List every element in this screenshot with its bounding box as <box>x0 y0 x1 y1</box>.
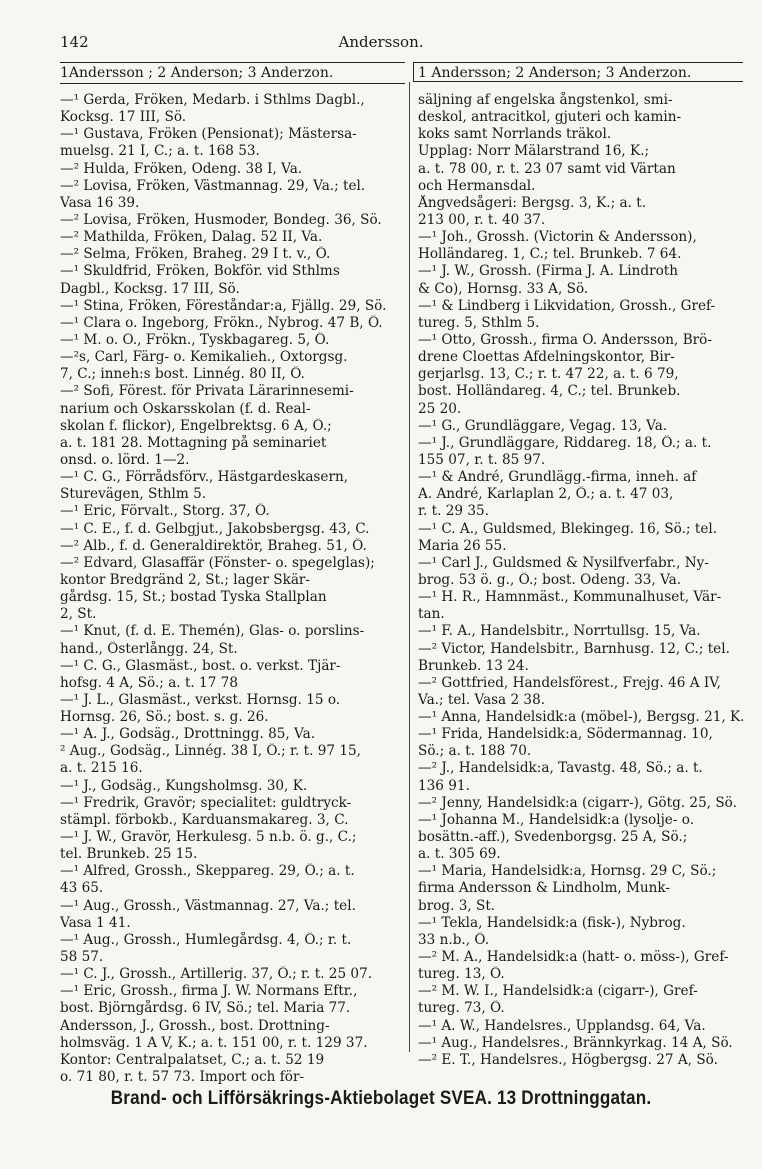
directory-entry-line: tureg. 5, Sthlm 5. <box>418 314 540 331</box>
directory-entry-line: —² Hulda, Fröken, Odeng. 38 I, Va. <box>60 160 303 177</box>
directory-entry-line: —¹ Eric, Grossh., firma J. W. Normans Eftr., <box>60 983 358 1000</box>
directory-entry-line: Ångvedsågeri: Bergsg. 3, K.; a. t. <box>418 194 647 211</box>
directory-entry-line: a. t. 78 00, r. t. 23 07 samt vid Värtan <box>418 160 676 177</box>
footer-advertisement: Brand- och Lifförsäkrings-Aktiebolaget SVEA. 13 Drottninggatan. <box>110 1088 652 1109</box>
directory-entry-line: —² Sofi, Förest. för Privata Lärarinnesemi- <box>60 383 354 400</box>
directory-entry-line: & Co), Hornsg. 33 A, Sö. <box>418 280 589 297</box>
directory-entry-line: Sö.; a. t. 188 70. <box>418 743 532 760</box>
directory-entry-line: —¹ Frida, Handelsidk:a, Södermannag. 10, <box>418 726 713 743</box>
directory-entry-line: —¹ Aug., Handelsres., Brännkyrkag. 14 A, Sö. <box>418 1034 733 1051</box>
directory-entry-line: 2, St. <box>60 606 97 623</box>
directory-entry-line: —¹ Joh., Grossh. (Victorin & Andersson), <box>418 229 697 246</box>
directory-entry-line: —¹ Gerda, Fröken, Medarb. i Sthlms Dagbl., <box>60 92 365 108</box>
directory-entry-line: —² Jenny, Handelsidk:a (cigarr-), Götg. 25, Sö. <box>418 794 737 811</box>
directory-entry-line: stämpl. förbokb., Karduansmakareg. 3, C. <box>60 811 349 828</box>
directory-entry-line: tureg. 13, Ö. <box>418 966 505 983</box>
directory-entry-line: tureg. 73, Ö. <box>418 1000 505 1017</box>
directory-entry-line: Holländareg. 1, C.; tel. Brunkeb. 7 64. <box>418 246 682 263</box>
directory-entry-line: —¹ Tekla, Handelsidk:a (fisk-), Nybrog. <box>418 914 686 931</box>
directory-entry-line: a. t. 215 16. <box>60 760 143 777</box>
directory-entry-line: narium och Oskarsskolan (f. d. Real- <box>60 400 311 417</box>
directory-entry-line: 58 57. <box>60 949 104 966</box>
directory-entry-line: —¹ H. R., Hamnmäst., Kommunalhuset, Vär- <box>418 589 722 606</box>
directory-entry-line: —¹ J. W., Gravör, Herkulesg. 5 n.b. ö. g., C.; <box>60 829 357 846</box>
directory-entry-line: 7, C.; inneh:s bost. Linnég. 80 II, Ö. <box>60 366 305 383</box>
directory-entry-line: holmsväg. 1 A V, K.; a. t. 151 00, r. t. 129 37. <box>60 1034 368 1051</box>
directory-entry-line: —¹ J. W., Grossh. (Firma J. A. Lindroth <box>418 263 678 280</box>
directory-entry-line: Andersson, J., Grossh., bost. Drottning- <box>60 1017 330 1034</box>
directory-entry-line: Kocksg. 17 III, Sö. <box>60 109 187 126</box>
page-title: Andersson. <box>338 33 424 51</box>
directory-entry-line: —² M. A., Handelsidk:a (hatt- o. möss-), Gref- <box>418 949 729 966</box>
directory-entry-line: —² Selma, Fröken, Braheg. 29 I t. v., Ö. <box>60 246 331 263</box>
directory-entry-line: och Hermansdal. <box>418 177 536 194</box>
directory-entry-line: —¹ F. A., Handelsbitr., Norrtullsg. 15, Va. <box>418 623 701 640</box>
directory-entry-line: —¹ Carl J., Guldsmed & Nysilfverfabr., Ny- <box>418 554 709 571</box>
directory-entry-line: —¹ M. o. O., Frökn., Tyskbagareg. 5, Ö. <box>60 331 330 348</box>
directory-entry-line: bosättn.-aff.), Svedenborgsg. 25 A, Sö.; <box>418 829 688 846</box>
directory-entry-line: bost. Björngårdsg. 6 IV, Sö.; tel. Maria 77. <box>60 1000 351 1017</box>
directory-entry-line: —¹ Aug., Grossh., Västmannag. 27, Va.; tel. <box>60 897 356 914</box>
directory-entry-line: Brunkeb. 13 24. <box>418 657 529 674</box>
directory-entry-line: —¹ A. J., Godsäg., Drottningg. 85, Va. <box>60 726 316 743</box>
directory-entry-line: firma Andersson & Lindholm, Munk- <box>418 880 671 897</box>
directory-entry-line: A. André, Karlaplan 2, Ö.; a. t. 47 03, <box>418 486 674 503</box>
directory-entry-line: 155 07, r. t. 85 97. <box>418 451 546 468</box>
directory-entry-line: ² Aug., Godsäg., Linnég. 38 I, Ö.; r. t. 97 15, <box>60 743 361 760</box>
directory-entry-line: —² Mathilda, Fröken, Dalag. 52 II, Va. <box>60 229 323 246</box>
directory-entry-line: tan. <box>418 606 445 623</box>
directory-entry-line: —¹ & André, Grundlägg.-firma, inneh. af <box>418 469 697 486</box>
directory-entry-line: muelsg. 21 I, C.; a. t. 168 53. <box>60 143 260 160</box>
directory-entry-line: —¹ A. W., Handelsres., Upplandsg. 64, Va. <box>418 1017 706 1034</box>
directory-entry-line: drene Cloettas Afdelningskontor, Bir- <box>418 349 675 366</box>
directory-entry-line: Maria 26 55. <box>418 537 507 554</box>
directory-entry-line: —¹ & Lindberg i Likvidation, Grossh., Gref- <box>418 297 716 314</box>
directory-entry-line: —¹ Eric, Förvalt., Storg. 37, Ö. <box>60 503 270 520</box>
directory-entry-line: —¹ Aug., Grossh., Humlegårdsg. 4, Ö.; r. t. <box>60 931 352 948</box>
directory-entry-line: koks samt Norrlands träkol. <box>418 126 612 143</box>
directory-entry-line: hand., Österlångg. 24, St. <box>60 640 238 657</box>
directory-entry-line: skolan f. flickor), Engelbrektsg. 6 A, Ö.; <box>60 417 332 434</box>
directory-entry-line: —¹ J. L., Glasmäst., verkst. Hornsg. 15 o. <box>60 691 341 708</box>
directory-entry-line: —² Lovisa, Fröken, Husmoder, Bondeg. 36, Sö. <box>60 211 382 228</box>
right-column <box>418 92 754 1069</box>
column-divider <box>409 82 410 1052</box>
directory-entry-line: —² Edvard, Glasaffär (Fönster- o. spegelglas); <box>60 554 375 571</box>
directory-entry-line: —¹ C. G., Glasmäst., bost. o. verkst. Tjär- <box>60 657 341 674</box>
column-header-left: 1Andersson ; 2 Anderson; 3 Anderzon. <box>60 62 405 84</box>
column-header-right: 1 Andersson; 2 Anderson; 3 Anderzon. <box>413 62 743 82</box>
directory-entry-line: —¹ Skuldfrid, Fröken, Bokför. vid Sthlms <box>60 263 340 280</box>
directory-entry-line: —² M. W. I., Handelsidk:a (cigarr-), Gref- <box>418 983 698 1000</box>
directory-entry-line: a. t. 181 28. Mottagning på seminariet <box>60 434 327 451</box>
directory-entry-line: Hornsg. 26, Sö.; bost. s. g. 26. <box>60 709 269 726</box>
directory-entry-line: Upplag: Norr Mälarstrand 16, K.; <box>418 143 650 160</box>
directory-entry-line: —¹ J., Grundläggare, Riddareg. 18, Ö.; a. t. <box>418 434 712 451</box>
directory-entry-line: —² J., Handelsidk:a, Tavastg. 48, Sö.; a. t. <box>418 760 703 777</box>
directory-entry-line: —¹ Anna, Handelsidk:a (möbel-), Bergsg. 21, K. <box>418 709 745 726</box>
directory-entry-line: —² E. T., Handelsres., Högbergsg. 27 A, Sö. <box>418 1051 718 1068</box>
directory-entry-line: 136 91. <box>418 777 470 794</box>
directory-entry-line: tel. Brunkeb. 25 15. <box>60 846 198 863</box>
directory-entry-line: deskol, antracitkol, gjuteri och kamin- <box>418 109 682 126</box>
directory-entry-line: —² Gottfried, Handelsförest., Frejg. 46 A IV, <box>418 674 721 691</box>
directory-entry-line: —¹ Clara o. Ingeborg, Frökn., Nybrog. 47 B, Ö. <box>60 314 383 331</box>
directory-entry-line: Dagbl., Kocksg. 17 III, Sö. <box>60 280 240 297</box>
directory-entry-line: Sturevägen, Sthlm 5. <box>60 486 207 503</box>
directory-entry-line: gårdsg. 15, St.; bostad Tyska Stallplan <box>60 589 327 606</box>
directory-entry-line: —¹ Otto, Grossh., firma O. Andersson, Brö- <box>418 331 712 348</box>
directory-entry-line: r. t. 29 35. <box>418 503 489 520</box>
directory-entry-line: —¹ Johanna M., Handelsidk:a (lysolje- o. <box>418 811 695 828</box>
directory-entry-line: —² Lovisa, Fröken, Västmannag. 29, Va.; tel. <box>60 177 366 194</box>
directory-entry-line: —¹ Knut, (f. d. E. Themén), Glas- o. porslins- <box>60 623 365 640</box>
directory-entry-line: a. t. 305 69. <box>418 846 501 863</box>
directory-entry-line: —¹ Fredrik, Gravör; specialitet: guldtryck- <box>60 794 352 811</box>
directory-entry-line: Kontor: Centralpalatset, C.; a. t. 52 19 <box>60 1051 325 1068</box>
directory-entry-line: onsd. o. lörd. 1—2. <box>60 451 190 468</box>
directory-entry-line: —¹ Stina, Fröken, Föreståndar:a, Fjällg. 29, Sö. <box>60 297 387 314</box>
directory-entry-line: kontor Bredgränd 2, St.; lager Skär- <box>60 571 311 588</box>
directory-entry-line: —² Alb., f. d. Generaldirektör, Braheg. 51, Ö. <box>60 537 367 554</box>
directory-entry-line: Vasa 1 41. <box>60 914 131 931</box>
directory-entry-line: Vasa 16 39. <box>60 194 140 211</box>
directory-entry-line: —¹ C. J., Grossh., Artillerig. 37, Ö.; r. t. 25 07. <box>60 966 373 983</box>
directory-entry-line: brog. 3, St. <box>418 897 496 914</box>
directory-entry-line: säljning af engelska ångstenkol, smi- <box>418 92 673 108</box>
directory-entry-line: —¹ C. E., f. d. Gelbgjut., Jakobsbergsg. 43, C. <box>60 520 370 537</box>
page-number: 142 <box>60 33 89 51</box>
directory-entry-line: o. 71 80, r. t. 57 73. Import och för- <box>60 1069 305 1086</box>
directory-entry-line: —¹ Gustava, Fröken (Pensionat); Mästersa- <box>60 126 357 143</box>
directory-entry-line: 213 00, r. t. 40 37. <box>418 211 546 228</box>
directory-entry-line: —¹ C. A., Guldsmed, Blekingeg. 16, Sö.; tel. <box>418 520 718 537</box>
directory-entry-line: 25 20. <box>418 400 462 417</box>
directory-entry-line: bost. Holländareg. 4, C.; tel. Brunkeb. <box>418 383 681 400</box>
directory-entry-line: —¹ C. G., Förrådsförv., Hästgardeskasern, <box>60 469 349 486</box>
directory-entry-line: —¹ G., Grundläggare, Vegag. 13, Va. <box>418 417 668 434</box>
directory-entry-line: —²s, Carl, Färg- o. Kemikalieh., Oxtorgsg. <box>60 349 348 366</box>
directory-entry-line: —¹ J., Godsäg., Kungsholmsg. 30, K. <box>60 777 308 794</box>
directory-entry-line: —² Victor, Handelsbitr., Barnhusg. 12, C.; tel. <box>418 640 730 657</box>
directory-entry-line: —¹ Alfred, Grossh., Skeppareg. 29, Ö.; a. t. <box>60 863 355 880</box>
directory-entry-line: 43 65. <box>60 880 104 897</box>
left-column <box>60 92 405 1086</box>
directory-entry-line: brog. 53 ö. g., Ö.; bost. Odeng. 33, Va. <box>418 571 682 588</box>
directory-entry-line: hofsg. 4 A, Sö.; a. t. 17 78 <box>60 674 238 691</box>
directory-entry-line: Va.; tel. Vasa 2 38. <box>418 691 546 708</box>
directory-entry-line: 33 n.b., Ö. <box>418 931 490 948</box>
directory-entry-line: —¹ Maria, Handelsidk:a, Hornsg. 29 C, Sö.; <box>418 863 717 880</box>
directory-entry-line: gerjarlsg. 13, C.; r. t. 47 22, a. t. 6 79, <box>418 366 679 383</box>
